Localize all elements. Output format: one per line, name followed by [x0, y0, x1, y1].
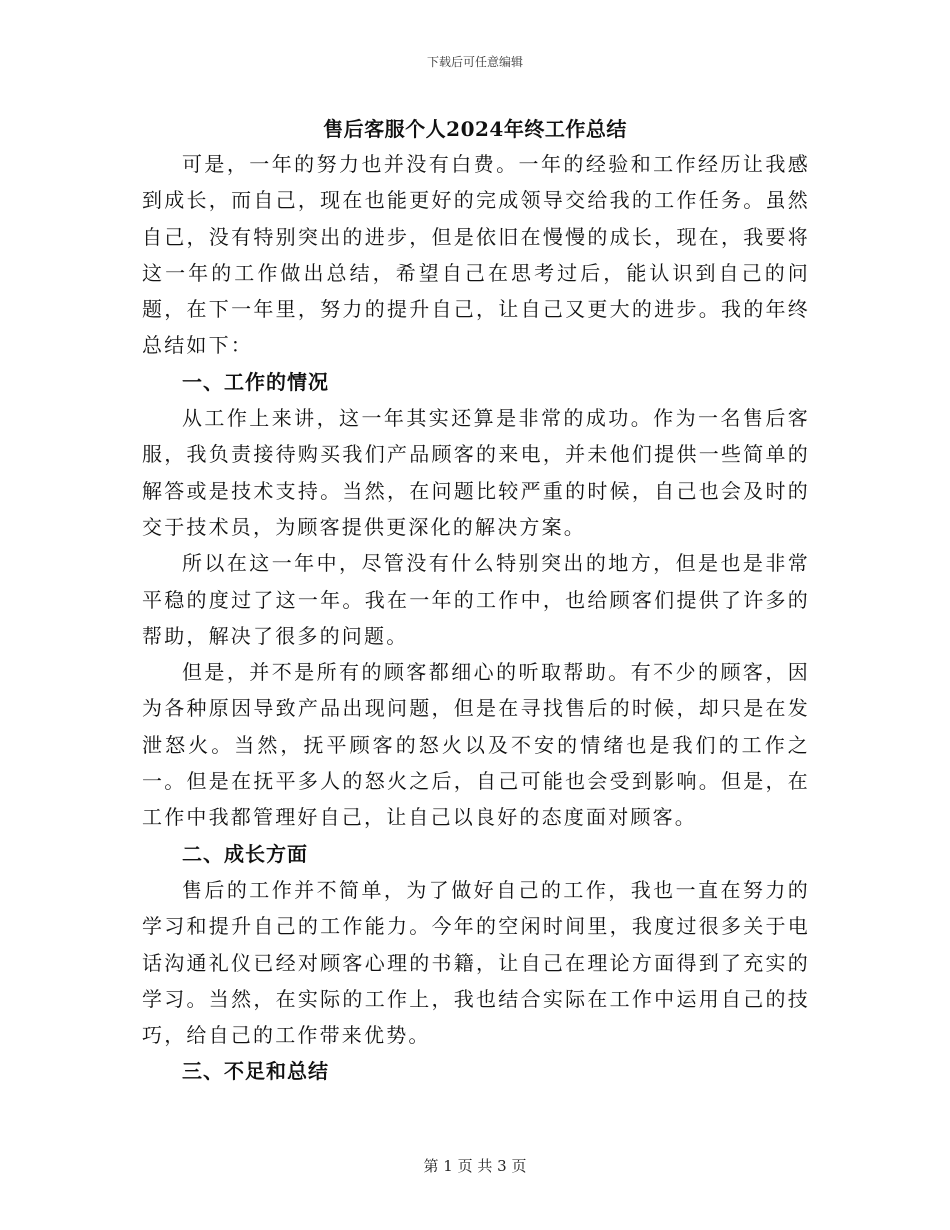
section-heading-growth: 二、成长方面: [182, 841, 308, 866]
page-header-note: 下载后可任意编辑: [426, 55, 523, 69]
document-body: [142, 146, 810, 1090]
growth-paragraph: 售后的工作并不简单，为了做好自己的工作，我也一直在努力的学习和提升自己的工作能力。今年的空闲时间里，我度过很多关于电话沟通礼仪已经对顾客心理的书籍，让自己在理论方面得到了充实的学习。当然，在实际的工作上，我也结合实际在工作中运用自己的技巧，给自己的工作带来优势。: [142, 877, 810, 1048]
intro-paragraph: 可是，一年的努力也并没有白费。一年的经验和工作经历让我感到成长，而自己，现在也能更好的完成领导交给我的工作任务。虽然自己，没有特别突出的进步，但是依旧在慢慢的成长，现在，我要将这一年的工作做出总结，希望自己在思考过后，能认识到自己的问题，在下一年里，努力的提升自己，让自己又更大的进步。我的年终总结如下：: [142, 152, 810, 358]
section-heading-work-status: 一、工作的情况: [182, 369, 329, 394]
work-paragraph-3: 但是，并不是所有的顾客都细心的听取帮助。有不少的顾客，因为各种原因导致产品出现问题，但是在寻找售后的时候，却只是在发泄怒火。当然，抚平顾客的怒火以及不安的情绪也是我们的工作之一。但是在抚平多人的怒火之后，自己可能也会受到影响。但是，在工作中我都管理好自己，让自己以良好的态度面对顾客。: [142, 660, 810, 830]
work-paragraph-1: 从工作上来讲，这一年其实还算是非常的成功。作为一名售后客服，我负责接待购买我们产品顾客的来电，并未他们提供一些简单的解答或是技术支持。当然，在问题比较严重的时候，自己也会及时的交于技术员，为顾客提供更深化的解决方案。: [142, 406, 810, 539]
work-paragraph-2: 所以在这一年中，尽管没有什么特别突出的地方，但是也是非常平稳的度过了这一年。我在一年的工作中，也给顾客们提供了许多的帮助，解决了很多的问题。: [142, 551, 810, 648]
document-title: 售后客服个人2024年终工作总结: [323, 117, 627, 141]
page-number-footer: 第 1 页 共 3 页: [423, 1157, 527, 1175]
section-heading-shortcomings: 三、不足和总结: [182, 1059, 329, 1084]
